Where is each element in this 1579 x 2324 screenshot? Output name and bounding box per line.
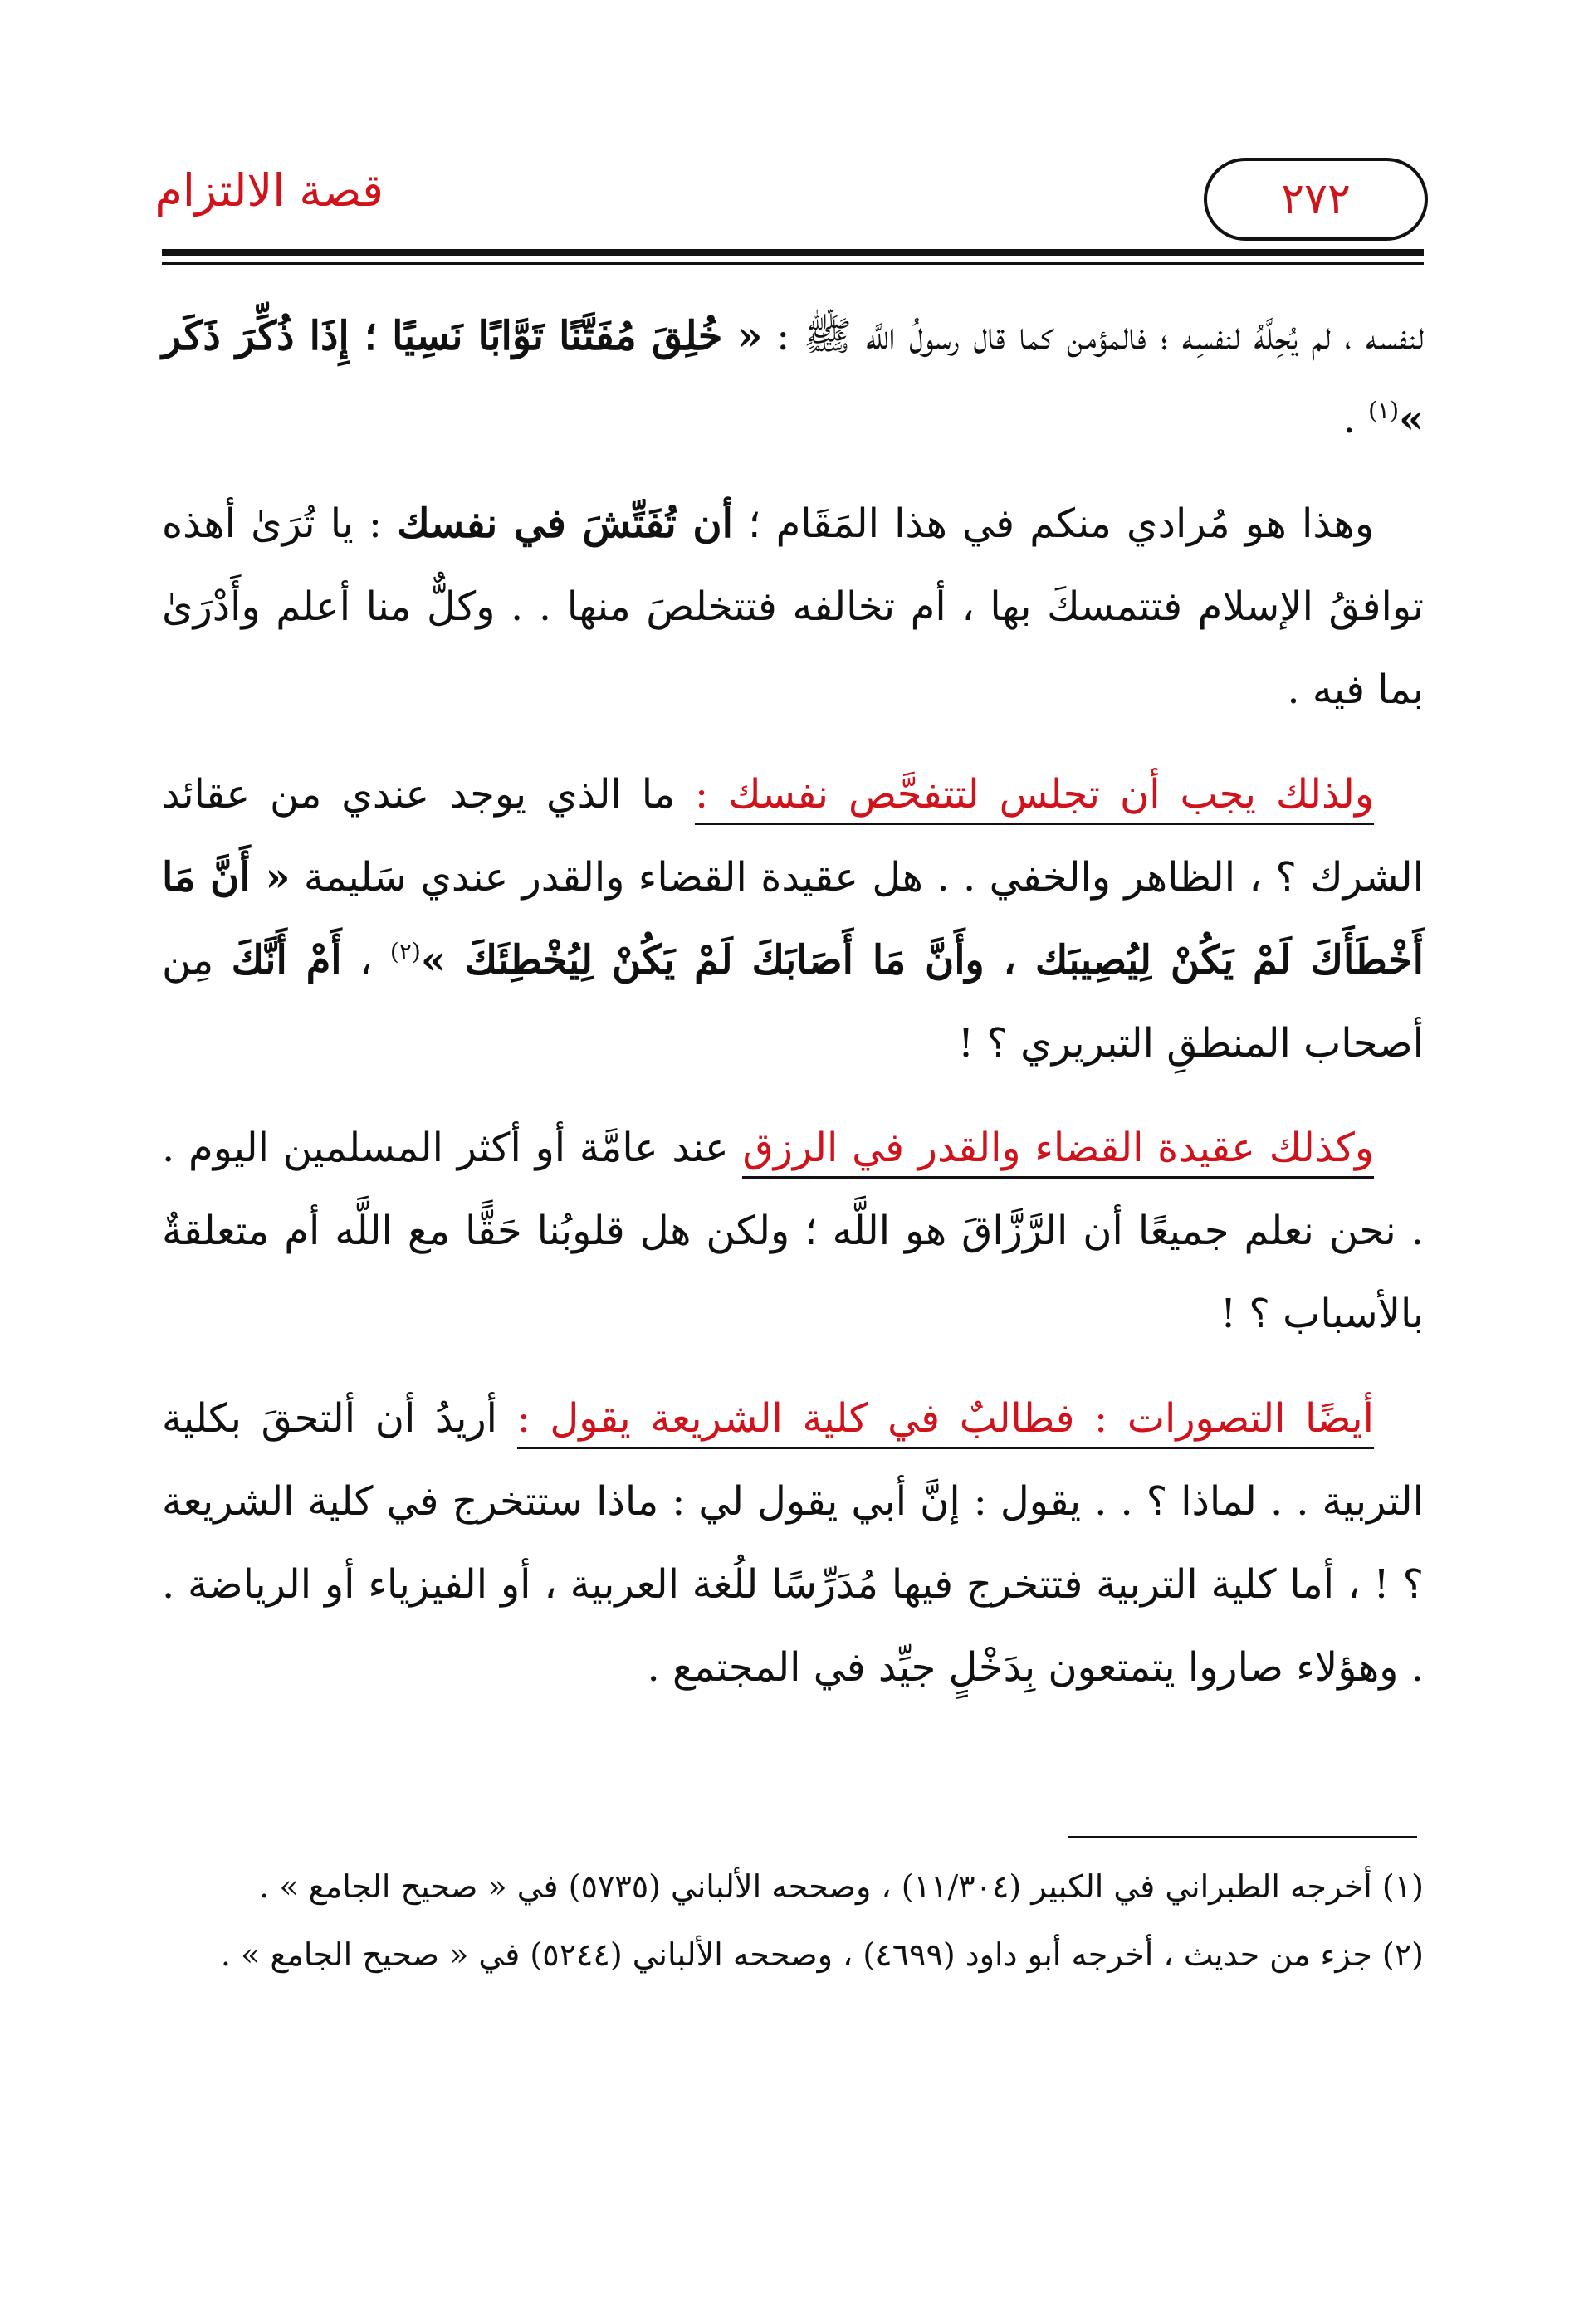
hadith-quote-1: « خُلِقَ مُفَتَّنًا تَوَّابًا نَسِيًا ؛ إِذَا ذُكِّرَ ذَكَر » xyxy=(162,313,1424,442)
footnote-2-marker: (٢) xyxy=(1381,1936,1424,1973)
paragraph-3-emphasis: أَمْ أَنَّكَ xyxy=(231,937,342,984)
paragraph-3 xyxy=(162,753,1424,1085)
footnote-2-text: جزء من حديث ، أخرجه أبو داود (٤٦٩٩) ، وصححه الألباني (٥٢٤٤) في « صحيح الجامع » . xyxy=(220,1936,1382,1973)
paragraph-3-highlight: ولذلك يجب أن تجلس لتتفحَّص نفسك : xyxy=(695,771,1374,825)
footnote-1-marker: (١) xyxy=(1381,1868,1424,1905)
paragraph-2 xyxy=(162,482,1424,731)
paragraph-4-highlight: وكذلك عقيدة القضاء والقدر في الرزق xyxy=(742,1125,1374,1179)
paragraph-5 xyxy=(162,1377,1424,1709)
paragraph-1 xyxy=(162,295,1424,461)
footnote-separator xyxy=(1068,1836,1417,1838)
hadith-quote-2: « أَنَّ مَا أَخْطَأَكَ لَمْ يَكُنْ لِيُصِيبَك ، وأَنَّ مَا أَصَابَكَ لَمْ يَكُنْ لِيُخْطِئَكَ » xyxy=(162,854,1425,984)
paragraph-3-text: ما الذي يوجد عندي من عقائد الشرك ؟ ، الظاهر والخفي . . هل عقيدة القضاء والقدر عندي سَليمة xyxy=(162,771,1425,901)
paragraph-5-highlight: أيضًا التصورات : فطالبٌ في كلية الشريعة يقول : xyxy=(517,1395,1374,1449)
paragraph-4 xyxy=(162,1106,1424,1355)
running-header-title: قصة الالتزام xyxy=(154,164,384,217)
footnote-ref-1[interactable]: (١) xyxy=(1368,397,1399,424)
footnote-1 xyxy=(162,1859,1424,1914)
page-number-badge: ٢٧٢ xyxy=(1204,158,1428,241)
paragraph-2-text: وهذا هو مُرادي منكم في هذا المَقَام ؛ xyxy=(732,500,1375,547)
paragraph-4-text: عند عامَّة أو أكثر المسلمين اليوم . . نحن نعلم جميعًا أن الرَّزَّاقَ هو اللَّه ؛ ولكن هل قلوبُنا حَقًّا مع اللَّه أم متعلقةٌ بالأسباب ؟ ! xyxy=(162,1125,1424,1337)
paragraph-1-end: . xyxy=(1342,396,1369,442)
footnote-1-text: أخرجه الطبراني في الكبير (١١/٣٠٤) ، وصححه الألباني (٥٧٣٥) في « صحيح الجامع » . xyxy=(259,1868,1382,1905)
paragraph-2-emphasis: أن تُفَتِّشَ في نفسك xyxy=(397,500,733,547)
paragraph-5-text: أريدُ أن ألتحقَ بكلية التربية . . لماذا ؟ . . يقول : إنَّ أبي يقول لي : ماذا ستتخرج في كلية الشريعة ؟ ! ، أما كلية التربية فتتخرج فيها مُدَرِّسًا للُغة العربية ، أو الفيزياء أو الرياضة . . وهؤلاء صاروا يتمتعون بِدَخْلٍ جيِّد في المجتمع . xyxy=(162,1395,1425,1691)
footnote-ref-2[interactable]: (٢) xyxy=(389,938,421,965)
main-text xyxy=(162,295,1424,1731)
header-rule-thin xyxy=(162,262,1424,265)
paragraph-2-rest: : يا تُرَىٰ أهذه توافقُ الإسلام فتتمسكَ بها ، أم تخالفه فتتخلصَ منها . . وكلٌّ منا أعلم وأَدْرَىٰ بما فيه . xyxy=(162,500,1424,713)
header-rule-thick xyxy=(162,249,1424,256)
footnotes xyxy=(162,1859,1424,1995)
paragraph-1-text: لنفسه ، لم يُحِلَّهُ لنفسِه ؛ فالمؤمن كما قال رسولُ اللَّه ﷺ : xyxy=(762,313,1425,359)
paragraph-3-sep: ، xyxy=(341,937,390,984)
footnote-2 xyxy=(162,1927,1424,1982)
paragraph-3-end: مِن أصحاب المنطقِ التبريري ؟ ! xyxy=(162,937,1424,1067)
